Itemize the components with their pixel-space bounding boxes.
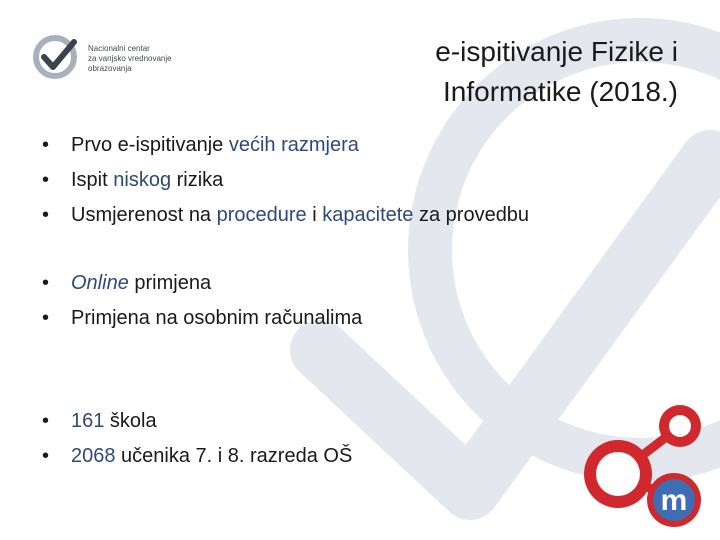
highlight-text: Online bbox=[71, 272, 129, 294]
bullet-text: Usmjerenost na bbox=[71, 204, 217, 226]
logo-line: za vanjsko vrednovanje bbox=[88, 54, 172, 63]
highlight-text: većih razmjera bbox=[228, 134, 359, 156]
highlight-text: 2068 bbox=[71, 445, 116, 467]
bullet-icon: • bbox=[42, 410, 50, 432]
bullet-list-2 bbox=[42, 266, 682, 336]
logo-line: Nacionalni centar bbox=[88, 44, 150, 53]
highlight-text: procedure bbox=[216, 204, 307, 226]
bullet-text: Prvo e-ispitivanje bbox=[71, 134, 229, 156]
checkmark-circle-icon bbox=[30, 30, 80, 86]
bullet-text: Primjena na osobnim računalima bbox=[71, 307, 363, 329]
bullet-text: za provedbu bbox=[413, 204, 530, 226]
bullet-icon: • bbox=[42, 204, 50, 226]
logo-text bbox=[88, 44, 172, 74]
highlight-text: 161 bbox=[71, 410, 105, 432]
bullet-icon: • bbox=[42, 134, 50, 156]
bullet-item bbox=[42, 128, 682, 163]
bullet-text: Ispit bbox=[71, 169, 114, 191]
bullet-icon: • bbox=[42, 307, 50, 329]
bullet-item bbox=[42, 198, 682, 233]
title-line-2: Informatike (2018.) bbox=[443, 76, 678, 107]
logo-line: obrazovanja bbox=[88, 64, 132, 73]
bullet-text: škola bbox=[104, 410, 157, 432]
brand-logo-letter: m bbox=[660, 484, 688, 517]
bullet-item bbox=[42, 163, 682, 198]
molecule-logo-icon bbox=[584, 404, 708, 530]
bullet-item bbox=[42, 301, 682, 336]
bullet-text: rizika bbox=[171, 169, 224, 191]
highlight-text: niskog bbox=[113, 169, 172, 191]
bullet-icon: • bbox=[42, 445, 50, 467]
bullet-item bbox=[42, 266, 682, 301]
bullet-text: učenika 7. i 8. razreda OŠ bbox=[115, 445, 353, 467]
title-line-1: e-ispitivanje Fizike i bbox=[435, 36, 678, 67]
slide-title bbox=[258, 32, 678, 112]
highlight-text: kapacitete bbox=[322, 204, 414, 226]
bullet-icon: • bbox=[42, 169, 50, 191]
bullet-icon: • bbox=[42, 272, 50, 294]
bullet-list-1 bbox=[42, 128, 682, 233]
bullet-text: primjena bbox=[128, 272, 212, 294]
bullet-text: i bbox=[306, 204, 323, 226]
